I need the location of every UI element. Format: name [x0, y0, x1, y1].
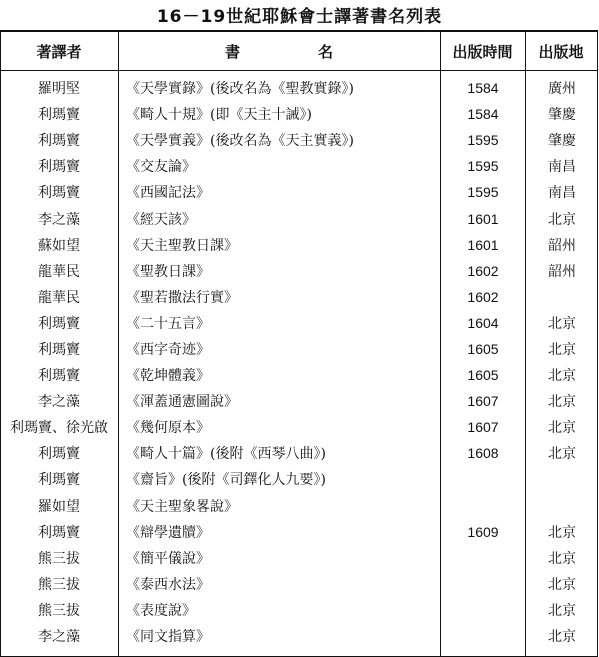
year-cell: 1608: [467, 445, 499, 462]
year-cell: [441, 623, 525, 649]
title-cell: 《天主聖象畧說》: [126, 498, 238, 515]
title-cell: 《聖若撒法行實》: [126, 289, 238, 306]
year-cell: [441, 493, 525, 519]
author-cell: 利瑪竇: [38, 107, 80, 124]
title-cell: 《辯學遺牘》: [126, 524, 210, 541]
title-cell: 《天主聖教日課》: [126, 237, 238, 254]
place-cell: 北京: [548, 629, 576, 646]
author-cell: 利瑪竇: [38, 159, 80, 176]
table-row: [0, 623, 598, 649]
title-cell: 《經天該》: [126, 211, 196, 228]
table-row: [0, 284, 598, 310]
table-row: [0, 179, 598, 205]
table-row: [0, 362, 598, 388]
year-cell: 1609: [467, 523, 499, 540]
header-place: 出版地: [538, 42, 584, 61]
place-cell: 北京: [548, 315, 576, 332]
table-row: [0, 153, 598, 179]
title-cell: 《表度說》: [126, 602, 196, 619]
author-cell: 李之藻: [38, 629, 80, 646]
year-cell: 1595: [467, 184, 499, 201]
year-cell: 1595: [467, 158, 499, 175]
year-cell: 1595: [467, 132, 499, 149]
table-row: [0, 75, 598, 101]
table-row: [0, 440, 598, 466]
table-row: [0, 519, 598, 545]
title-cell: 《交友論》: [126, 159, 196, 176]
place-cell: 北京: [548, 420, 576, 437]
table-row: [0, 493, 598, 519]
table-row: [0, 466, 598, 492]
year-cell: 1607: [467, 393, 499, 410]
header-year: 出版時間: [452, 42, 513, 61]
title-cell: 《渾蓋通憲圖說》: [126, 394, 238, 411]
author-cell: 利瑪竇: [38, 315, 80, 332]
place-cell: 肇慶: [548, 133, 576, 150]
year-cell: [441, 571, 525, 597]
place-cell: 南昌: [548, 159, 576, 176]
place-cell: 北京: [548, 341, 576, 358]
place-cell: 北京: [548, 394, 576, 411]
table-row: [0, 414, 598, 440]
header-author: 著譯者: [36, 42, 82, 61]
place-cell: 北京: [548, 576, 576, 593]
author-cell: 龍華民: [38, 289, 80, 306]
year-cell: 1602: [467, 262, 499, 279]
place-cell: [526, 493, 598, 519]
title-cell: 《乾坤體義》: [126, 368, 210, 385]
author-cell: 利瑪竇: [38, 446, 80, 463]
header-divider: [0, 70, 598, 71]
place-cell: 肇慶: [548, 107, 576, 124]
place-cell: 北京: [548, 524, 576, 541]
year-cell: 1602: [467, 288, 499, 305]
table-row: [0, 388, 598, 414]
title-cell: 《同文指算》: [126, 629, 210, 646]
author-cell: 李之藻: [38, 394, 80, 411]
title-cell: 《西國記法》: [126, 185, 210, 202]
table-row: [0, 101, 598, 127]
table-body: [0, 75, 598, 649]
title-cell: 《畸人十規》(即《天主十誡》): [126, 107, 312, 124]
title-cell: 《畸人十篇》(後附《西琴八曲》): [126, 446, 326, 463]
year-cell: 1605: [467, 340, 499, 357]
place-cell: 廣州: [548, 81, 576, 98]
table-row: [0, 127, 598, 153]
table-row: [0, 232, 598, 258]
place-cell: 韶州: [548, 263, 576, 280]
title-cell: 《二十五言》: [126, 315, 210, 332]
author-cell: 羅明堅: [38, 81, 80, 98]
author-cell: 利瑪竇: [38, 472, 80, 489]
author-cell: 利瑪竇: [38, 368, 80, 385]
year-cell: [441, 545, 525, 571]
title-cell: 《天學實錄》(後改名為《聖教實錄》): [126, 81, 354, 98]
book-table: [0, 30, 598, 657]
table-row: [0, 310, 598, 336]
year-cell: [441, 466, 525, 492]
author-cell: 李之藻: [38, 211, 80, 228]
title-cell: 《簡平儀說》: [126, 550, 210, 567]
year-cell: 1584: [467, 106, 499, 123]
author-cell: 利瑪竇: [38, 133, 80, 150]
table-row: [0, 258, 598, 284]
year-cell: 1584: [467, 80, 499, 97]
title-cell: 《泰西水法》: [126, 576, 210, 593]
author-cell: 蘇如望: [38, 237, 80, 254]
place-cell: 韶州: [548, 237, 576, 254]
author-cell: 熊三拔: [38, 602, 80, 619]
place-cell: 北京: [548, 446, 576, 463]
table-row: [0, 597, 598, 623]
place-cell: 北京: [548, 602, 576, 619]
title-cell: 《西字奇迹》: [126, 341, 210, 358]
year-cell: 1604: [467, 314, 499, 331]
header-title: 書名: [224, 42, 411, 61]
table-row: [0, 205, 598, 231]
author-cell: 利瑪竇: [38, 185, 80, 202]
year-cell: 1605: [467, 367, 499, 384]
author-cell: 利瑪竇: [38, 524, 80, 541]
table-row: [0, 545, 598, 571]
year-cell: [441, 597, 525, 623]
place-cell: 北京: [548, 211, 576, 228]
title-cell: 《聖教日課》: [126, 263, 210, 280]
year-cell: 1607: [467, 419, 499, 436]
title-cell: 《天學實義》(後改名為《天主實義》): [126, 133, 354, 150]
table-row: [0, 571, 598, 597]
author-cell: 利瑪竇、徐光啟: [10, 420, 108, 437]
place-cell: 北京: [548, 368, 576, 385]
author-cell: 羅如望: [38, 498, 80, 515]
title-cell: 《齋旨》(後附《司鐸化人九要》): [126, 472, 326, 489]
title-cell: 《幾何原本》: [126, 420, 210, 437]
author-cell: 熊三拔: [38, 550, 80, 567]
place-cell: [526, 466, 598, 492]
author-cell: 龍華民: [38, 263, 80, 280]
table-row: [0, 336, 598, 362]
place-cell: [526, 284, 598, 310]
place-cell: 北京: [548, 550, 576, 567]
year-cell: 1601: [467, 236, 499, 253]
author-cell: 熊三拔: [38, 576, 80, 593]
place-cell: 南昌: [548, 185, 576, 202]
author-cell: 利瑪竇: [38, 341, 80, 358]
table-title: 16－19世紀耶穌會士譯著書名列表: [156, 7, 443, 27]
year-cell: 1601: [467, 210, 499, 227]
